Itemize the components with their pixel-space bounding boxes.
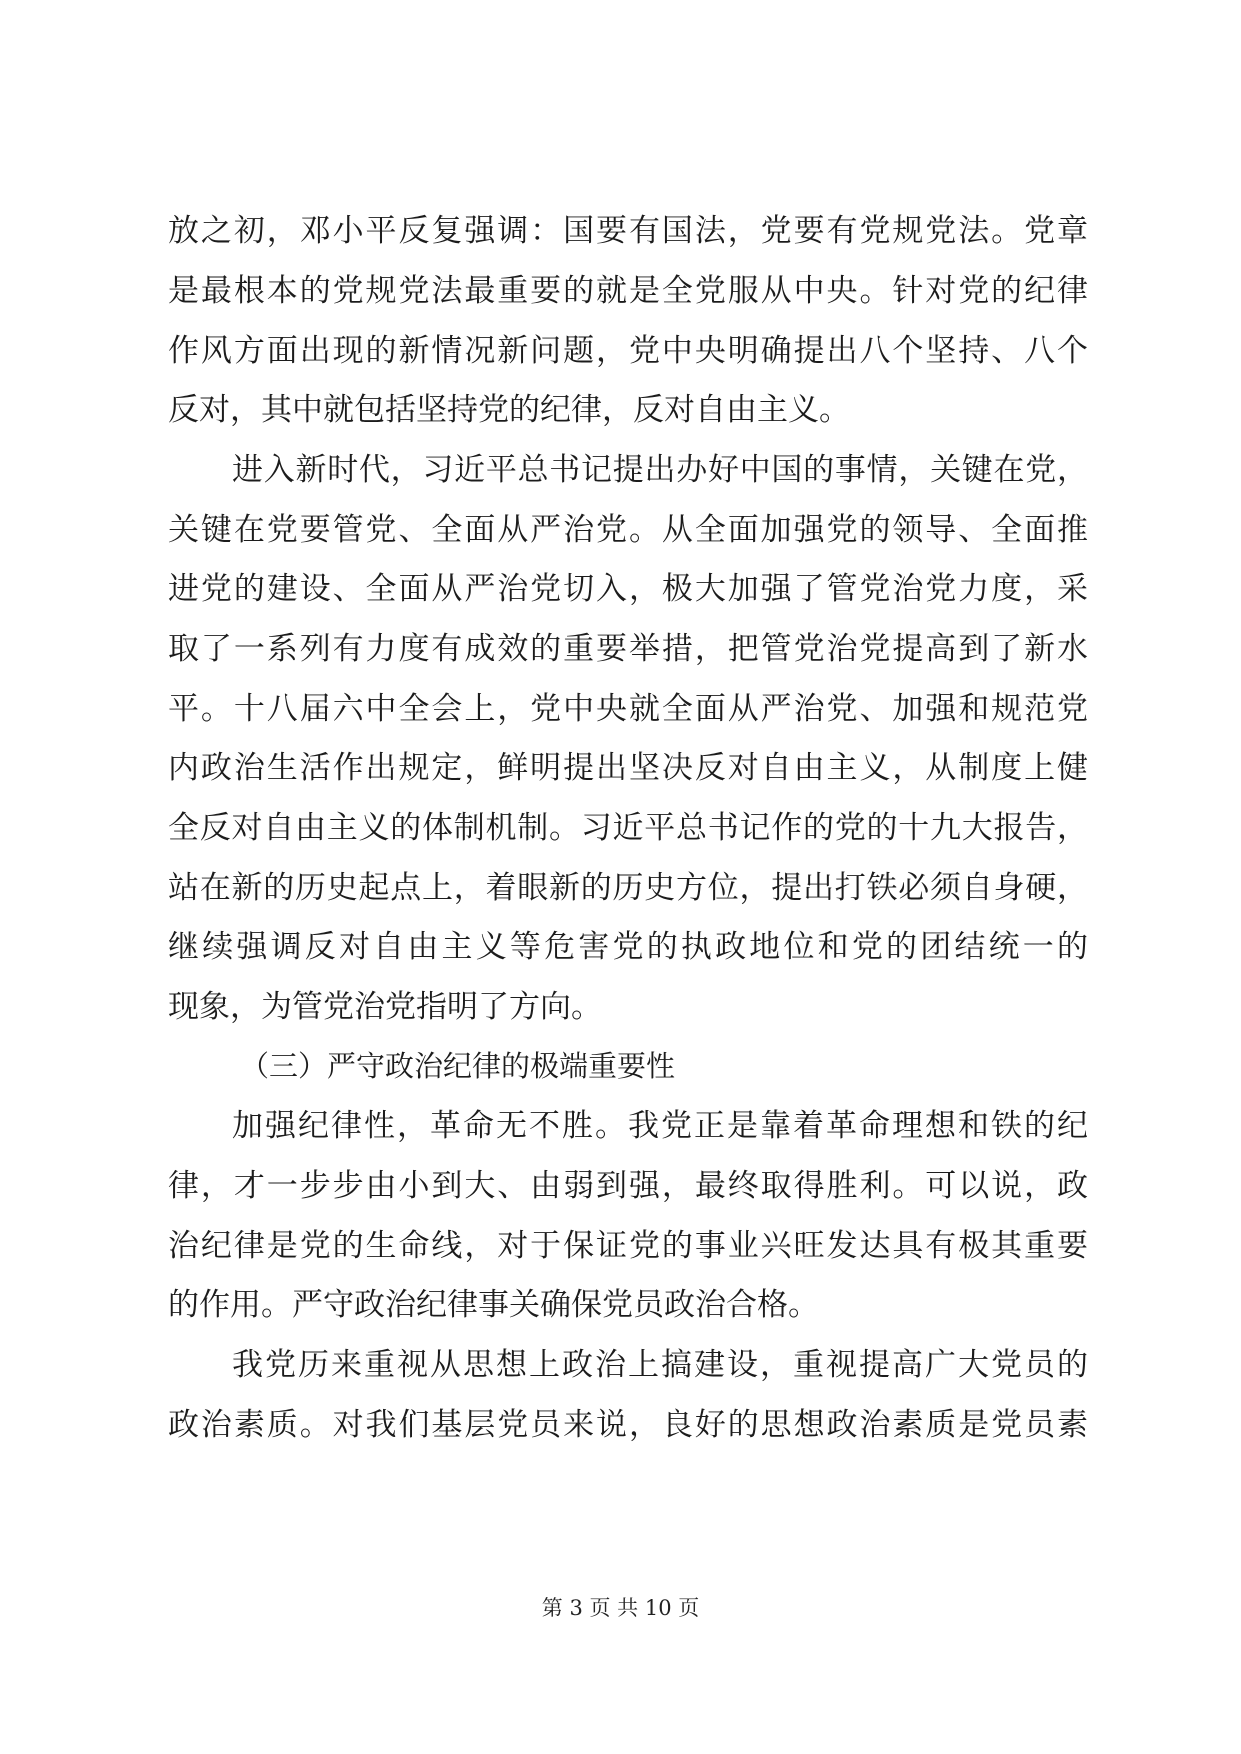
body-line-1: 放之初，邓小平反复强调：国要有国法，党要有党规党法。党章 xyxy=(168,213,1088,249)
body-line-6: 关键在党要管党、全面从严治党。从全面加强党的领导、全面推 xyxy=(168,512,1088,548)
body-line-16: 加强纪律性，革命无不胜。我党正是靠着革命理想和铁的纪 xyxy=(232,1108,1088,1144)
body-line-14: 现象，为管党治党指明了方向。 xyxy=(168,989,602,1025)
body-line-12: 站在新的历史起点上，着眼新的历史方位，提出打铁必须自身硬， xyxy=(168,870,1088,906)
page-number-footer: 第 3 页 共 10 页 xyxy=(541,1596,700,1620)
body-line-5: 进入新时代，习近平总书记提出办好中国的事情，关键在党， xyxy=(232,452,1088,488)
body-line-11: 全反对自由主义的体制机制。习近平总书记作的党的十九大报告， xyxy=(168,810,1088,846)
body-line-10: 内政治生活作出规定，鲜明提出坚决反对自由主义，从制度上健 xyxy=(168,750,1088,786)
body-line-19: 的作用。严守政治纪律事关确保党员政治合格。 xyxy=(168,1287,819,1323)
body-line-7: 进党的建设、全面从严治党切入，极大加强了管党治党力度，采 xyxy=(168,571,1088,607)
body-line-17: 律，才一步步由小到大、由弱到强，最终取得胜利。可以说，政 xyxy=(168,1168,1088,1204)
body-line-13: 继续强调反对自由主义等危害党的执政地位和党的团结统一的 xyxy=(168,929,1088,965)
section-heading: （三）严守政治纪律的极端重要性 xyxy=(240,1049,676,1083)
body-line-18: 治纪律是党的生命线，对于保证党的事业兴旺发达具有极其重要 xyxy=(168,1228,1088,1264)
body-line-21: 政治素质。对我们基层党员来说，良好的思想政治素质是党员素 xyxy=(168,1407,1088,1443)
body-line-3: 作风方面出现的新情况新问题，党中央明确提出八个坚持、八个 xyxy=(168,333,1088,369)
body-line-9: 平。十八届六中全会上，党中央就全面从严治党、加强和规范党 xyxy=(168,691,1088,727)
body-line-8: 取了一系列有力度有成效的重要举措，把管党治党提高到了新水 xyxy=(168,631,1088,667)
body-line-4: 反对，其中就包括坚持党的纪律，反对自由主义。 xyxy=(168,392,850,428)
body-line-20: 我党历来重视从思想上政治上搞建设，重视提高广大党员的 xyxy=(232,1347,1088,1383)
body-line-2: 是最根本的党规党法最重要的就是全党服从中央。针对党的纪律 xyxy=(168,273,1088,309)
